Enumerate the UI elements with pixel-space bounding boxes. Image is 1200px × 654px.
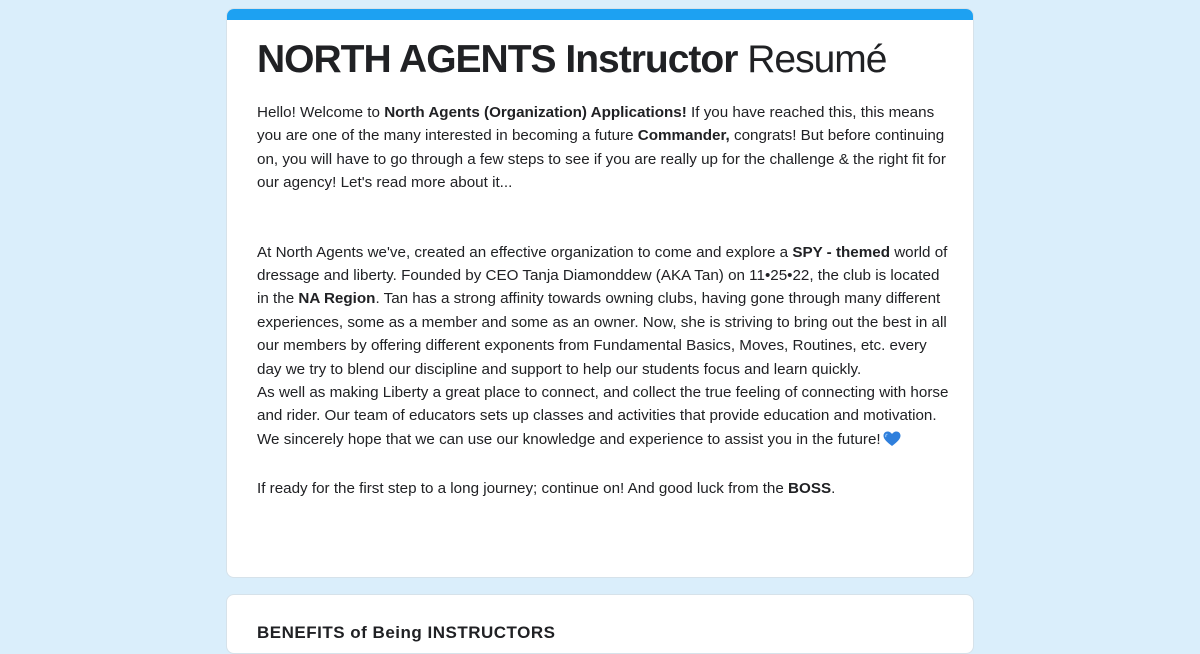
description-bold-text: BOSS <box>788 480 832 498</box>
blue-heart-icon <box>883 431 901 454</box>
description-text: . <box>831 480 836 498</box>
paragraph-spacer <box>257 195 951 241</box>
section-card <box>226 594 974 654</box>
description-bold-text: North Agents (Organization) Applications! <box>384 104 687 121</box>
description-bold-text: NA Region <box>298 290 376 308</box>
description-bold-text: Commander, <box>637 127 730 145</box>
description-bold-text: SPY - themed <box>792 243 890 261</box>
description-text: . Tan has a strong affinity towards owning clubs, having gone through many different experiences, some as a member and some as an owner. Now, she is striving to bring out the best in all our members by offering different exponents from Fundamental Basics, Moves, Routines, etc. every day we try to blend our discipline and support to help our students focus and learn quickly. <box>257 290 947 378</box>
form-title <box>257 37 886 83</box>
form-title-bold: NORTH AGENTS Instructor <box>257 38 738 81</box>
description-text: Hello! Welcome to <box>257 104 385 121</box>
description-text: If you have reached this, this means you are one of the many interested in becoming a future <box>257 104 935 145</box>
form-title-light: Resumé <box>747 38 887 81</box>
section-title: BENEFITS of Being INSTRUCTORS <box>257 623 556 642</box>
description-text: As well as making Liberty a great place to connect, and collect the true feeling of connecting with horse and rider. Our team of educators sets up classes and activities that provide education and motivation. We sincerely hope that we can use our knowledge and experience to assist you in the future! <box>257 384 949 448</box>
description-paragraph-about <box>257 241 951 381</box>
description-paragraph-liberty <box>257 381 951 454</box>
description-text: congrats! But before continuing on, you will have to go through a few steps to see if you are really up for the challenge & the right fit for our agency! Let's read more about it... <box>257 127 946 192</box>
header-accent-bar <box>227 9 973 20</box>
description-text: world of dressage and liberty. Founded by CEO Tanja Diamonddew (AKA Tan) on 11•25•22, the club is located in the <box>257 243 948 308</box>
description-text: At North Agents we've, created an effective organization to come and explore a <box>257 243 793 261</box>
form-header-card <box>226 8 974 578</box>
form-description <box>257 101 951 501</box>
description-paragraph-welcome <box>257 101 951 195</box>
paragraph-spacer <box>257 454 951 477</box>
description-text: If ready for the first step to a long journey; continue on! And good luck from the <box>257 480 789 498</box>
description-paragraph-closing <box>257 477 951 500</box>
